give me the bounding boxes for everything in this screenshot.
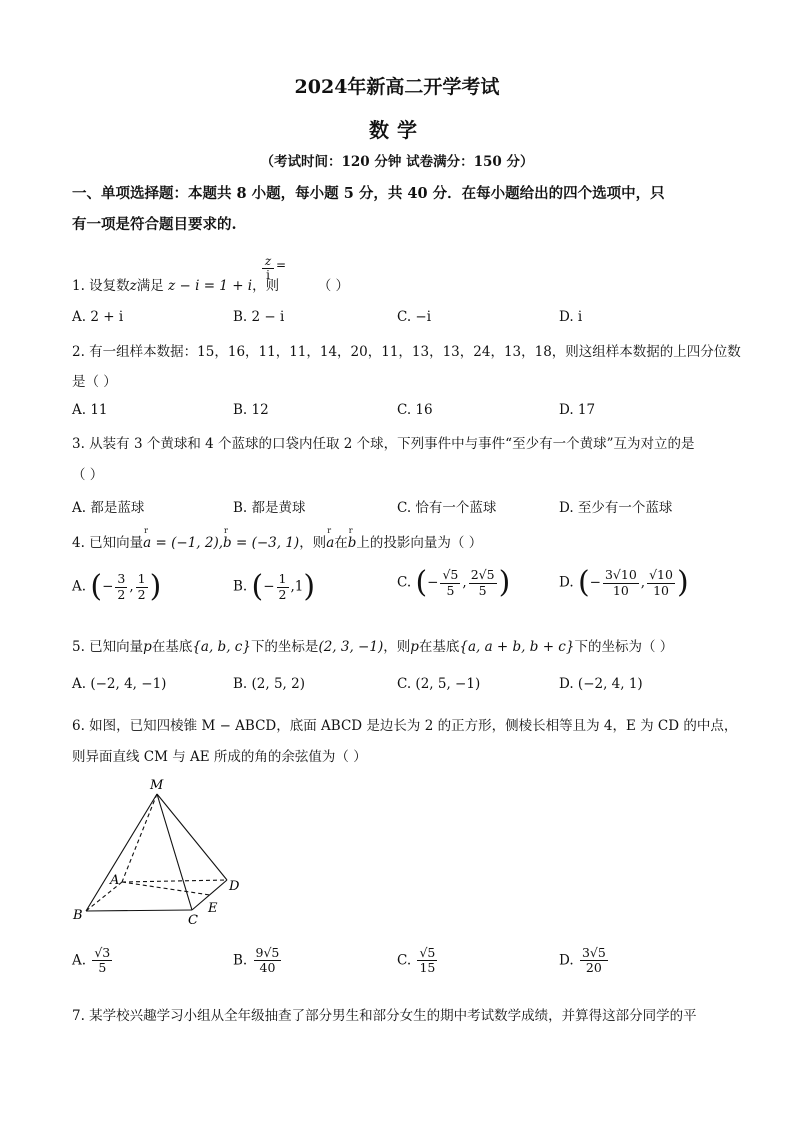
q5-mid4: 在基底: [418, 639, 460, 655]
q4c-n1: √5: [442, 567, 459, 583]
q4c-n2: 2√5: [470, 567, 495, 583]
q6c-num: √5: [419, 945, 436, 960]
q6c-den: 15: [419, 960, 436, 976]
section-heading-line1: 一、单项选择题：本题共 8 小题，每小题 5 分，共 40 分．在每小题给出的四个选项中，只: [72, 185, 665, 202]
q6d-den: 20: [585, 960, 602, 976]
q6-label-c: C.: [397, 952, 412, 969]
q5-p2: p: [410, 639, 419, 655]
q2-option-b[interactable]: B. 12: [233, 402, 269, 418]
q4-eq-b: = (−3, 1): [231, 535, 300, 551]
q2-option-c[interactable]: C. 16: [397, 402, 433, 418]
q3-option-a[interactable]: A. 都是蓝球: [72, 500, 145, 516]
q4c-d1: 5: [446, 582, 455, 598]
q1-frac-num: z: [262, 255, 274, 269]
q1-option-c[interactable]: C. −i: [397, 309, 432, 325]
q5-coord: (2, 3, −1): [318, 639, 384, 655]
q4-label-a: A.: [72, 578, 87, 595]
q3-option-c[interactable]: C. 恰有一个蓝球: [397, 500, 497, 516]
question-2-line1: 2. 有一组样本数据：15，16，11，11，14，20，11，13，13，24，13，18，则这组样本数据的上四分位数: [72, 344, 741, 360]
question-3-line2: （ ）: [72, 467, 104, 483]
q4-vec-b2: r b: [348, 535, 357, 551]
q6-label-d: D.: [559, 952, 574, 969]
question-2-line2: 是（ ）: [72, 374, 117, 390]
q4-eq-a: = (−1, 2),: [151, 535, 224, 551]
edge-MD: [157, 794, 227, 880]
q4-vec-a: r a: [143, 535, 151, 551]
q1-option-d[interactable]: D. i: [559, 309, 583, 325]
question-4: [72, 531, 482, 551]
q4a-d1: 2: [117, 586, 126, 602]
q4d-d1: 10: [612, 582, 629, 598]
edge-MB: [86, 794, 157, 911]
question-1: [72, 274, 349, 294]
edge-MA: [122, 794, 157, 882]
question-6-line1: 6. 如图，已知四棱锥 M − ABCD，底面 ABCD 是边长为 2 的正方形，侧棱长相等且为 4，E 为 CD 的中点，: [72, 718, 738, 734]
q1-tail: ，则: [252, 278, 280, 294]
q4-vec-b: r b: [223, 535, 232, 551]
q6a-num: √3: [94, 945, 111, 960]
edge-AE: [122, 882, 210, 895]
question-3-line1: 3. 从装有 3 个黄球和 4 个蓝球的口袋内任取 2 个球，下列事件中与事件“至少有一个黄球”互为对立的是: [72, 436, 695, 452]
q6-option-d[interactable]: [559, 946, 610, 976]
q6-label-a: A.: [72, 952, 87, 969]
edge-MC: [157, 794, 192, 910]
q4-option-c[interactable]: C. (− $\frac{√5}{5}$ , $\frac{2√5}{5}$ ): [397, 565, 511, 600]
label-B: B: [73, 908, 83, 923]
q1-eqsign: =: [276, 258, 287, 272]
q4b-d1: 2: [278, 586, 287, 602]
q5-option-c[interactable]: C. (2, 5, −1): [397, 676, 481, 692]
q4a-n2: 1: [137, 571, 146, 587]
q6b-den: 40: [259, 960, 276, 976]
q1-z: z: [129, 278, 137, 294]
q4b-n1: 1: [278, 571, 287, 587]
q5-option-b[interactable]: B. (2, 5, 2): [233, 676, 305, 692]
label-C: C: [188, 913, 198, 928]
q6b-num: 9√5: [255, 945, 280, 960]
q5-mid2: 下的坐标是: [250, 639, 319, 655]
q5-option-d[interactable]: D. (−2, 4, 1): [559, 676, 643, 692]
question-7-line1: 7. 某学校兴趣学习小组从全年级抽查了部分男生和部分女生的期中考试数学成绩，并算得这部分同学的平: [72, 1008, 697, 1024]
label-A: A: [110, 873, 120, 888]
q1-pre: 1. 设复数: [72, 278, 130, 294]
q4-option-b[interactable]: B. (− $\frac{1}{2}$ ,1): [233, 569, 316, 604]
q4b-v2: 1: [294, 578, 304, 595]
q5-basis1: {a, b, c}: [192, 639, 251, 655]
q5-p: p: [143, 639, 152, 655]
edge-AD: [122, 880, 227, 882]
question-5: [72, 635, 673, 655]
label-E: E: [208, 901, 218, 916]
q4-vec-a2: r a: [326, 535, 334, 551]
edge-BC: [86, 910, 192, 911]
q4d-d2: 10: [653, 582, 669, 598]
q5-option-a[interactable]: A. (−2, 4, −1): [72, 676, 167, 692]
q4d-n1: 3√10: [604, 567, 637, 583]
q4-label-d: D.: [559, 574, 574, 591]
label-D: D: [229, 879, 240, 894]
q1-eq: z − i = 1 + i: [168, 278, 253, 294]
exam-subject: 数学: [369, 118, 425, 142]
q4c-d2: 5: [478, 582, 487, 598]
q4-option-a[interactable]: A. (− $\frac{3}{2}$ , $\frac{1}{2}$ ): [72, 569, 162, 604]
exam-info: （考试时间：120 分钟 试卷满分：150 分）: [260, 154, 534, 170]
q5-mid3: ，则: [383, 639, 411, 655]
q6d-num: 3√5: [581, 945, 606, 960]
q3-option-d[interactable]: D. 至少有一个蓝球: [559, 500, 673, 516]
q6-option-c[interactable]: [397, 946, 439, 976]
q4-mid: ，则: [299, 535, 327, 551]
q4-zai: 在: [334, 535, 348, 551]
q3-option-b[interactable]: B. 都是黄球: [233, 500, 306, 516]
q4-pre: 4. 已知向量: [72, 535, 144, 551]
pyramid-figure: [60, 772, 260, 932]
q6-label-b: B.: [233, 952, 248, 969]
q2-option-d[interactable]: D. 17: [559, 402, 596, 418]
q4a-n1: 3: [117, 571, 126, 587]
label-M: M: [150, 778, 164, 793]
q5-basis2: {a, a + b, b + c}: [459, 639, 575, 655]
q4d-n2: √10: [649, 567, 673, 583]
q1-mid: 满足: [136, 278, 164, 294]
q5-mid1: 在基底: [151, 639, 193, 655]
q4-tail: 上的投影向量为（ ）: [356, 535, 483, 551]
q5-pre: 5. 已知向量: [72, 639, 144, 655]
exam-title: 2024年新高二开学考试: [294, 76, 500, 98]
q6-option-a[interactable]: [72, 946, 114, 976]
q1-option-b[interactable]: B. 2 − i: [233, 309, 285, 325]
q4-option-d[interactable]: D. (− $\frac{3√10}{10}$ , $\frac{√10}{10}$ ): [559, 565, 689, 600]
q5-tail: 下的坐标为（ ）: [574, 639, 674, 655]
q1-paren: （ ）: [317, 278, 350, 294]
q4-label-b: B.: [233, 578, 248, 595]
q4-label-c: C.: [397, 574, 412, 591]
q1-option-a[interactable]: A. 2 + i: [72, 309, 124, 325]
q4a-d2: 2: [137, 586, 146, 602]
question-6-line2: 则异面直线 CM 与 AE 所成的角的余弦值为（ ）: [72, 749, 367, 765]
q6-option-b[interactable]: [233, 946, 283, 976]
section-heading-line2: 有一项是符合题目要求的.: [72, 216, 237, 233]
q6a-den: 5: [98, 960, 107, 976]
q1-frac-den: i: [266, 268, 270, 283]
q2-option-a[interactable]: A. 11: [72, 402, 108, 418]
